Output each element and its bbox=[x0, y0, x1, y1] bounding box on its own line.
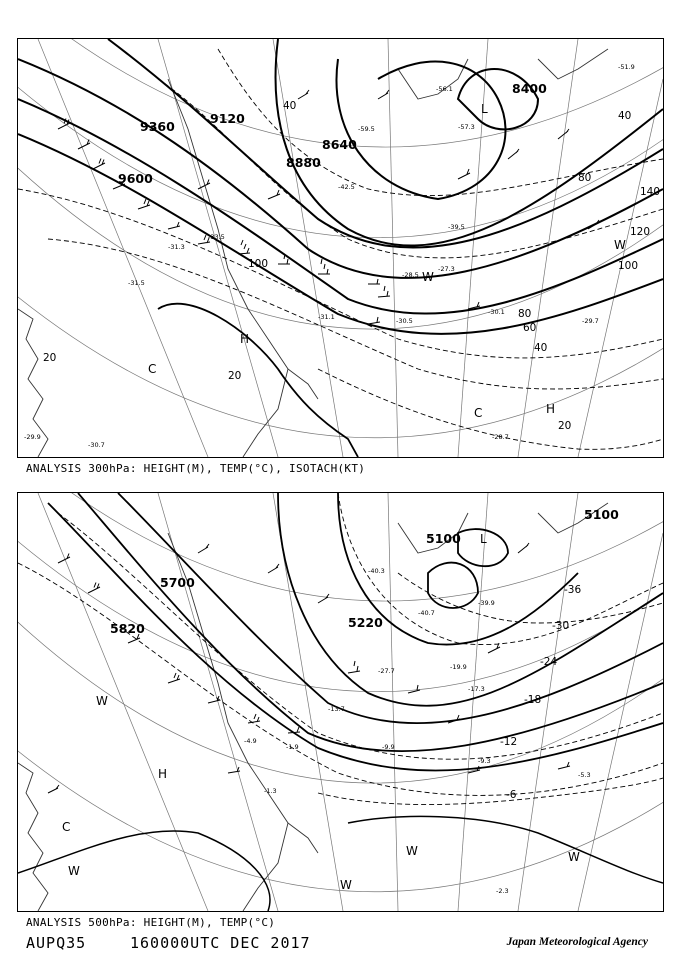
isotherm-label: -36 bbox=[564, 584, 582, 596]
temp-label: -28.7 bbox=[492, 433, 509, 441]
temp-label: -4.9 bbox=[244, 737, 257, 745]
high-pressure-symbol: H bbox=[240, 332, 250, 346]
temp-label: -27.7 bbox=[378, 667, 395, 675]
height-label: 5820 bbox=[110, 621, 145, 636]
height-label: 9600 bbox=[118, 171, 153, 186]
temp-label: -57.3 bbox=[458, 123, 475, 131]
map-500hpa-svg bbox=[18, 493, 663, 911]
isotach-label: 40 bbox=[618, 110, 632, 122]
temp-label: -56.1 bbox=[436, 85, 453, 93]
height-label: 9120 bbox=[210, 111, 245, 126]
warm-center-symbol: W bbox=[68, 864, 80, 878]
temp-label: -29.7 bbox=[582, 317, 599, 325]
temp-label: -27.3 bbox=[438, 265, 455, 273]
temp-label: -1.3 bbox=[264, 787, 277, 795]
temp-label: -42.5 bbox=[338, 183, 355, 191]
temp-label: -28.5 bbox=[402, 271, 419, 279]
isotach-label: 80 bbox=[578, 172, 592, 184]
map-panel-300hpa bbox=[17, 38, 664, 458]
isotherm-label: -30 bbox=[552, 620, 570, 632]
height-label: 5100 bbox=[426, 531, 461, 546]
temp-label: -13.7 bbox=[328, 705, 345, 713]
low-pressure-symbol: L bbox=[480, 532, 487, 546]
temp-label: -5.3 bbox=[578, 771, 591, 779]
temp-label: -30.1 bbox=[488, 308, 505, 316]
temp-label: -30.5 bbox=[396, 317, 413, 325]
cold-center-symbol: C bbox=[148, 362, 157, 376]
temp-label: -39.5 bbox=[448, 223, 465, 231]
temp-label: -39.9 bbox=[478, 599, 495, 607]
cold-center-symbol: C bbox=[62, 820, 71, 834]
high-pressure-symbol: H bbox=[546, 402, 556, 416]
isotach-label: 20 bbox=[558, 420, 572, 432]
isotherm-label: -24 bbox=[540, 656, 558, 668]
height-label: 5100 bbox=[584, 507, 619, 522]
isotach-label: 20 bbox=[43, 352, 57, 364]
isotach-label: 100 bbox=[248, 258, 269, 270]
temp-label: -33.5 bbox=[208, 233, 225, 241]
temp-label: -59.5 bbox=[358, 125, 375, 133]
isotach-label: 140 bbox=[640, 186, 661, 198]
temp-label: -51.9 bbox=[618, 63, 635, 71]
warm-center-symbol: W bbox=[614, 238, 626, 252]
warm-center-symbol: W bbox=[96, 694, 108, 708]
panel-caption-300hpa: ANALYSIS 300hPa: HEIGHT(M), TEMP(°C), ISOTACH(KT) bbox=[26, 462, 366, 475]
height-label: 8880 bbox=[286, 155, 321, 170]
temp-label: -30.7 bbox=[88, 441, 105, 449]
isotach-label: 20 bbox=[228, 370, 242, 382]
temp-label: -40.3 bbox=[368, 567, 385, 575]
temp-label: -9.9 bbox=[382, 743, 395, 751]
isotach-label: 60 bbox=[523, 322, 537, 334]
valid-time: 160000UTC DEC 2017 bbox=[130, 934, 311, 952]
graticule-meridians bbox=[38, 39, 663, 457]
map-300hpa-svg bbox=[18, 39, 663, 457]
height-label: 5220 bbox=[348, 615, 383, 630]
isotach-label: 40 bbox=[534, 342, 548, 354]
temp-label: -31.1 bbox=[318, 313, 335, 321]
warm-center-symbol: W bbox=[406, 844, 418, 858]
isotach-label: 100 bbox=[618, 260, 639, 272]
temp-label: -31.3 bbox=[168, 243, 185, 251]
map-panel-500hpa bbox=[17, 492, 664, 912]
warm-center-symbol: W bbox=[422, 270, 434, 284]
graticule-latitudes bbox=[18, 493, 663, 892]
low-pressure-symbol: L bbox=[481, 102, 488, 116]
temp-label: -1.9 bbox=[286, 743, 299, 751]
warm-center-symbol: W bbox=[340, 878, 352, 892]
graticule-latitudes bbox=[18, 39, 663, 438]
height-label: 8400 bbox=[512, 81, 547, 96]
height-label: 5700 bbox=[160, 575, 195, 590]
agency-credit: Japan Meteorological Agency bbox=[506, 936, 648, 948]
isotherm-label: -12 bbox=[500, 736, 518, 748]
temp-label: -2.3 bbox=[496, 887, 509, 895]
temp-label: -40.7 bbox=[418, 609, 435, 617]
temp-label: -31.5 bbox=[128, 279, 145, 287]
isotach-label: 80 bbox=[518, 308, 532, 320]
cold-center-symbol: C bbox=[474, 406, 483, 420]
isotherm-label: -18 bbox=[524, 694, 542, 706]
wind-barbs bbox=[48, 543, 570, 793]
warm-center-symbol: W bbox=[568, 850, 580, 864]
height-label: 8640 bbox=[322, 137, 357, 152]
high-pressure-symbol: H bbox=[158, 767, 168, 781]
temp-label: -17.3 bbox=[468, 685, 485, 693]
temp-label: -9.3 bbox=[478, 757, 491, 765]
temp-label: -19.9 bbox=[450, 663, 467, 671]
boundary-line bbox=[18, 831, 270, 911]
panel-caption-500hpa: ANALYSIS 500hPa: HEIGHT(M), TEMP(°C) bbox=[26, 916, 276, 929]
height-label: 9360 bbox=[140, 119, 175, 134]
isotherm-label: -6 bbox=[506, 789, 517, 801]
isotach-label: 40 bbox=[283, 100, 297, 112]
bulletin-code: AUPQ35 bbox=[26, 934, 87, 952]
temp-label: -29.9 bbox=[24, 433, 41, 441]
isotach-label: 120 bbox=[630, 226, 651, 238]
